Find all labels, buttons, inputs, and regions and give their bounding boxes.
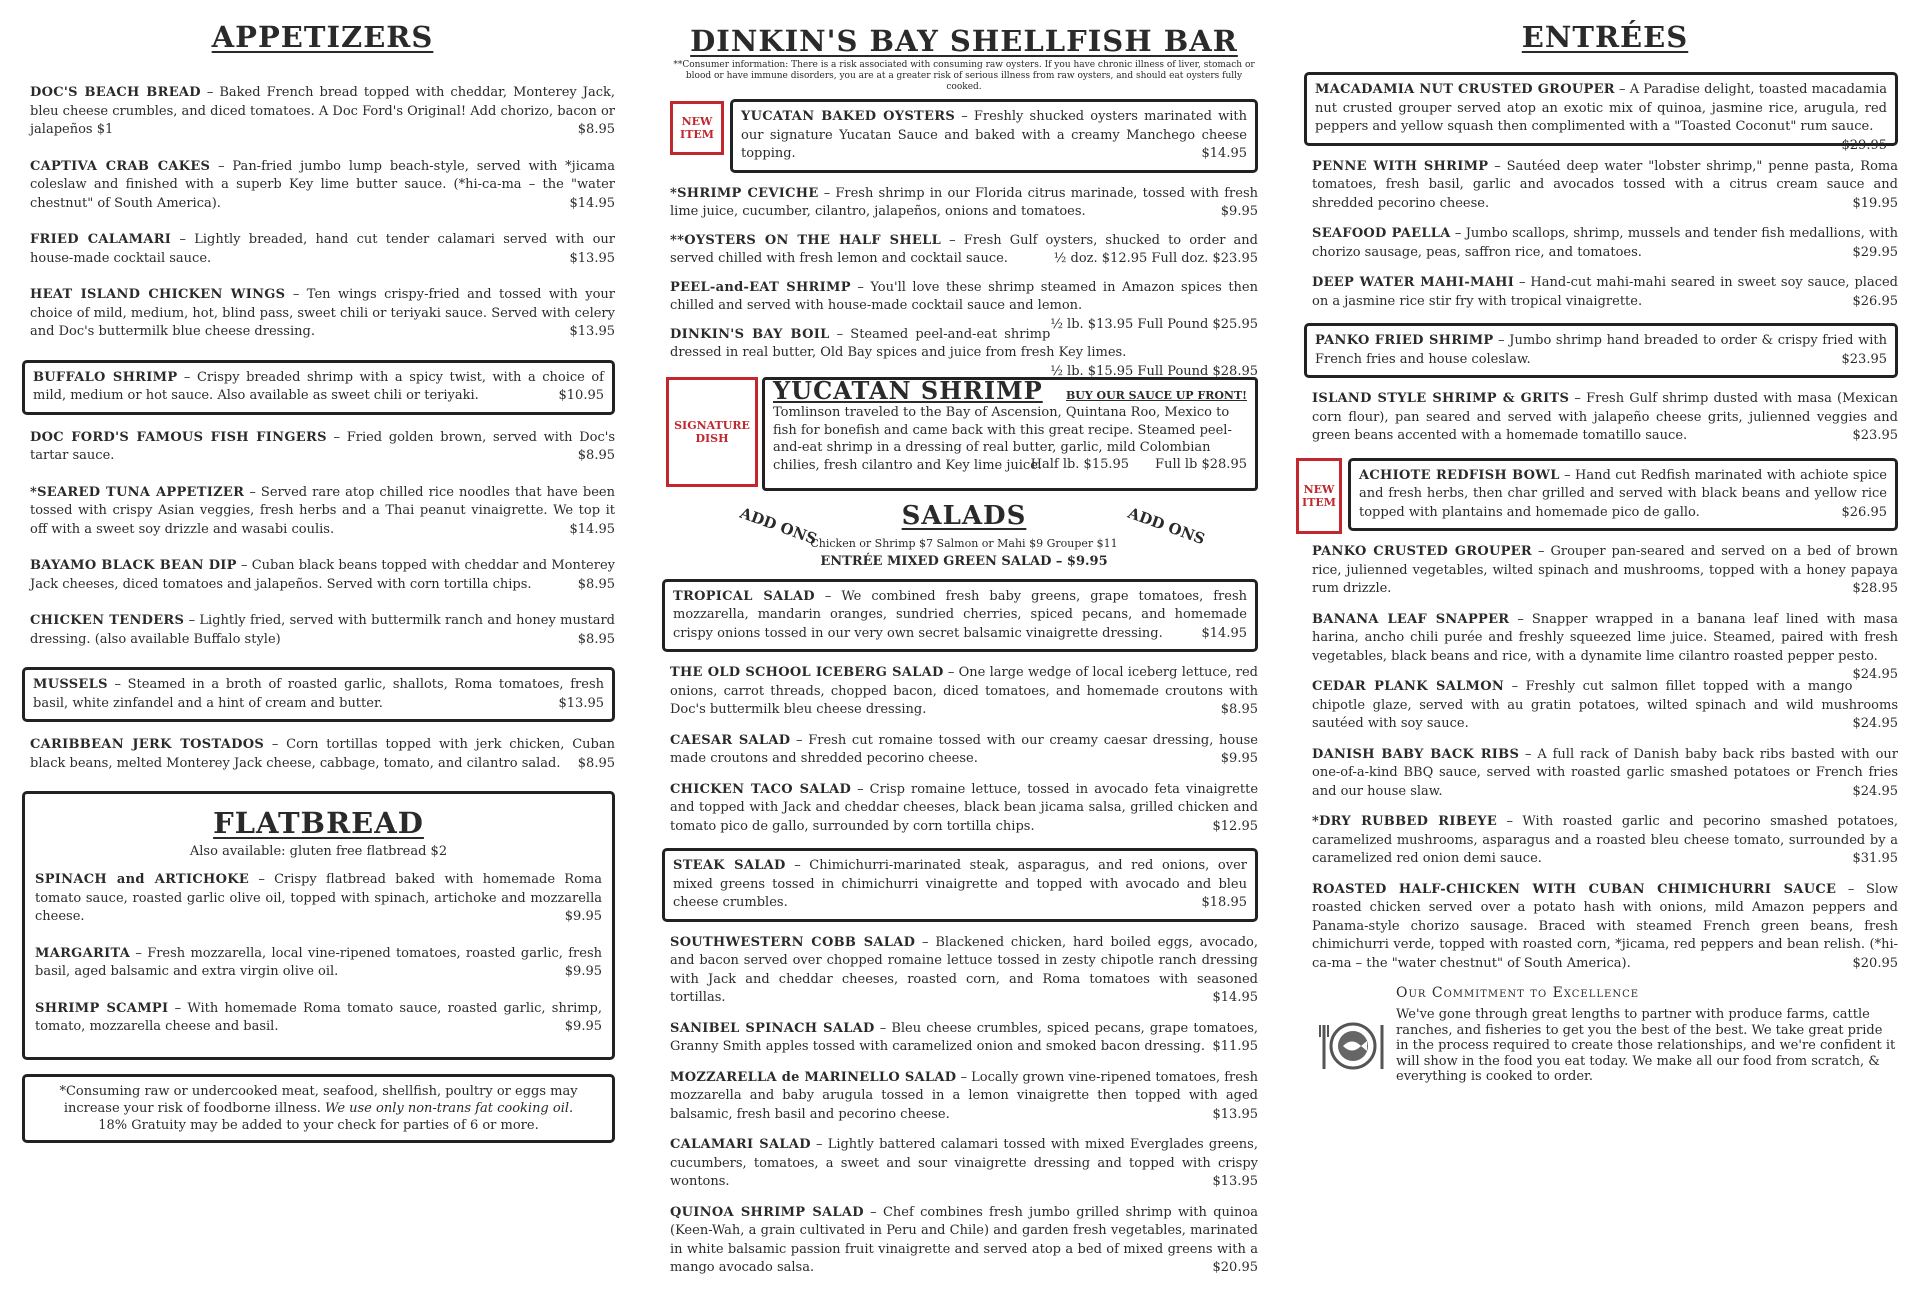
item-name: PANKO FRIED SHRIMP	[1315, 333, 1494, 348]
menu-item-heat-island-chicken-wings	[30, 286, 615, 342]
item-name: DOC FORD'S FAMOUS FISH FINGERS	[30, 429, 327, 445]
menu-item-doc-s-beach-bread	[30, 84, 615, 140]
item-description: – Fried golden brown, served with Doc's tartar sauce.	[30, 429, 615, 463]
commitment-text: We've gone through great lengths to partner with produce farms, cattle ranches, and fisheries to get you the best of the best. We take great pride in the process required to create those relationships, and we're confident it will show in the food you eat today. We make all our food from scratch, & everything is cooked to order.	[1396, 1007, 1896, 1084]
item-price: ½ lb. $13.95 Full Pound $25.95	[1050, 316, 1258, 332]
consumer-info: **Consumer information: There is a risk associated with consuming raw oysters. If you have chronic illness of liver, stomach or blood or have immune disorders, you are at a greater risk of serious illness from raw oysters, and should eat oysters fully cooked.	[673, 60, 1255, 92]
item-price: $8.95	[577, 576, 615, 592]
item-name: PANKO CRUSTED GROUPER	[1312, 544, 1532, 559]
flatbread-title: FLATBREAD	[213, 806, 424, 840]
item-description: – Baked French bread topped with cheddar, Monterey Jack, bleu cheese crumbles, and diced tomatoes. A Doc Ford's Original! Add chorizo, bacon or jalapeños $1	[30, 85, 615, 137]
menu-item-banana-leaf-snapper	[1312, 611, 1898, 682]
item-description: – Freshly shucked oysters marinated with our signature Yucatan Sauce and baked with a creamy Manchego cheese topping.	[741, 109, 1247, 161]
item-price: $8.95	[577, 631, 615, 647]
restaurant-title: DINKIN'S BAY SHELLFISH BAR	[690, 24, 1238, 58]
item-price: $8.95	[577, 448, 615, 463]
item-price: $13.95	[1212, 1174, 1258, 1189]
item-description: – Jumbo shrimp hand breaded to order & crispy fried with French fries and house coleslaw.	[1315, 333, 1887, 367]
signature-tag: SIGNATURE DISH	[666, 377, 758, 487]
item-price: $23.95	[1841, 351, 1887, 367]
flatbread-note: Also available: gluten free flatbread $2	[189, 844, 448, 859]
item-name: DOC'S BEACH BREAD	[30, 85, 201, 100]
menu-item-mozzarella-de-marinello-salad	[670, 1069, 1258, 1125]
item-name: QUINOA SHRIMP SALAD	[670, 1204, 864, 1220]
item-name: MARGARITA	[35, 945, 131, 961]
buy-sauce-link[interactable]: BUY OUR SAUCE UP FRONT!	[1065, 388, 1247, 402]
item-description: – A full rack of Danish baby back ribs basted with our one-of-a-kind BBQ sauce, served with roasted garlic smashed potatoes or French fries and our house slaw.	[1312, 746, 1898, 799]
item-price: $9.95	[564, 1019, 602, 1034]
entrees-column	[1302, 0, 1899, 1095]
item-price: $11.95	[1212, 1039, 1258, 1054]
menu-item-quinoa-shrimp-salad	[670, 1204, 1258, 1278]
appetizers-column	[30, 0, 615, 1143]
menu-item-spinach-and-artichoke	[35, 871, 602, 927]
item-price: $9.95	[1220, 751, 1258, 766]
item-description: – Chimichurri-marinated steak, asparagus, and red onions, over mixed greens tossed in chimichurri vinaigrette and topped with avocado and bleu cheese crumbles.	[673, 858, 1247, 910]
menu-item-shrimp-scampi	[35, 1000, 602, 1037]
add-ons-label-right: ADD ONS	[1125, 503, 1207, 548]
item-price: $12.95	[1212, 818, 1258, 834]
menu-item-achiote-redfish-bowl	[1348, 458, 1898, 532]
item-description: – Slow roasted chicken served over a potato hash with onions, mild Amazon peppers and Panama-style chorizo sausage. Braced with steamed French green beans, fresh chimichurri verde, topped with roasted corn, *jicama, red peppers and bean relish. (*hi-ca-ma – the "water chestnut" of South America).	[1312, 881, 1898, 971]
item-name: SOUTHWESTERN COBB SALAD	[670, 934, 916, 950]
item-price: $14.95	[1201, 146, 1247, 161]
item-name: *SHRIMP CEVICHE	[670, 185, 819, 201]
item-description: – Fresh shrimp in our Florida citrus marinade, tossed with fresh lime juice, cucumber, cilantro, jalapeños, onions and tomatoes.	[670, 185, 1258, 219]
warning-italic: We use only non-trans fat cooking oil.	[325, 1100, 574, 1116]
item-name: MOZZARELLA de MARINELLO SALAD	[670, 1069, 957, 1085]
item-description: – Lightly breaded, hand cut tender calamari served with our house-made cocktail sauce.	[30, 232, 616, 266]
menu-item-tropical-salad	[662, 579, 1258, 653]
signature-half-price: Half lb. $15.95	[1030, 457, 1130, 472]
item-price: $8.95	[577, 755, 615, 771]
item-name: SPINACH and ARTICHOKE	[35, 872, 250, 887]
item-description: – Steamed in a broth of roasted garlic, shallots, Roma tomatoes, fresh basil, white zinfandel and a hint of cream and butter.	[33, 677, 604, 711]
menu-item-yucatan-oysters	[730, 99, 1258, 173]
menu-item-caesar-salad	[670, 732, 1258, 769]
item-name: BUFFALO SHRIMP	[33, 369, 178, 385]
item-description: – Ten wings crispy-fried and tossed with your choice of mild, medium, hot, blind pass, sweet chili or teriyaki sauce. Served with celery and Doc's buttermilk blue cheese dressing.	[30, 287, 615, 339]
item-price: $23.95	[1852, 428, 1898, 443]
item-name: **OYSTERS ON THE HALF SHELL	[670, 232, 942, 248]
signature-box	[762, 377, 1258, 491]
signature-title: YUCATAN SHRIMP	[773, 375, 1043, 405]
menu-item-margarita	[35, 945, 602, 982]
item-description: – Blackened chicken, hard boiled eggs, avocado, and bacon served over chopped romaine lettuce tossed in zesty chipotle ranch dressing with Jack and cheddar cheeses, roasted corn, and Roma tomatoes with seasoned tortillas.	[670, 934, 1259, 1005]
item-price: $26.95	[1852, 293, 1898, 309]
item-price: $26.95	[1841, 504, 1887, 520]
item-name: CAPTIVA CRAB CAKES	[30, 158, 211, 174]
salads-header	[670, 501, 1258, 579]
item-price: $24.95	[1852, 783, 1898, 799]
menu-item-panko-fried-shrimp	[1304, 323, 1898, 378]
menu-item-oysters-on-the-half-shell	[670, 232, 1258, 269]
menu-item-chicken-taco-salad	[670, 781, 1258, 837]
menu-item-island-style-shrimp-grits	[1312, 390, 1898, 446]
item-description: – Crispy breaded shrimp with a spicy twist, with a choice of mild, medium or hot sauce. Also available as sweet chili or teriyaki.	[33, 369, 604, 403]
item-description: – Hand-cut mahi-mahi seared in sweet soy sauce, placed on a jasmine rice stir fry with tropical vinaigrette.	[1312, 275, 1899, 309]
item-description: – Crispy flatbread baked with homemade Roma tomato sauce, roasted garlic olive oil, topped with spinach, artichoke and mozzarella cheese.	[35, 872, 602, 924]
menu-item-seared-tuna-appetizer	[30, 484, 615, 540]
item-description: – Jumbo scallops, shrimp, mussels and tender fish medallions, with chorizo sausage, peas, saffron rice, and tomatoes.	[1312, 226, 1899, 260]
item-name: BAYAMO BLACK BEAN DIP	[30, 558, 237, 573]
signature-row	[670, 377, 1258, 487]
item-description: – Snapper wrapped in a banana leaf lined with masa harina, ancho chili purée and freshly squeezed lime juice. Steamed, paired with fresh vegetables, black beans and rice, with a dynamite lime cilantro roasted pepper pesto.	[1312, 611, 1898, 664]
menu-item-bayamo-black-bean-dip	[30, 557, 615, 594]
item-name: CHICKEN TACO SALAD	[670, 781, 852, 797]
item-price: $13.95	[569, 250, 615, 266]
item-name: STEAK SALAD	[673, 858, 786, 873]
item-name: ACHIOTE REDFISH BOWL	[1359, 467, 1560, 483]
item-price: $19.95	[1852, 195, 1898, 211]
new-item-tag: NEW ITEM	[670, 101, 724, 155]
item-description: – We combined fresh baby greens, grape tomatoes, fresh mozzarella, mandarin oranges, sundried cherries, spiced pecans, and homemade crispy onions tossed in our very own secret balsamic vinaigrette dressing.	[673, 588, 1247, 641]
item-name: MACADAMIA NUT CRUSTED GROUPER	[1315, 82, 1615, 97]
item-name: BANANA LEAF SNAPPER	[1312, 611, 1510, 627]
item-price: $20.95	[1852, 955, 1898, 971]
entree-mixed-salad: ENTRÉE MIXED GREEN SALAD – $9.95	[820, 553, 1108, 569]
item-price: $14.95	[569, 521, 615, 537]
menu-item-caribbean-jerk-tostados	[30, 736, 615, 773]
item-price: $14.95	[1201, 625, 1247, 641]
item-name: ISLAND STYLE SHRIMP & GRITS	[1312, 391, 1570, 406]
item-description: – Hand cut Redfish marinated with achiote spice and fresh herbs, then char grilled and served with black beans and yellow rice topped with plantains and homemade pico de gallo.	[1359, 467, 1887, 520]
item-description: – Fresh Gulf oysters, shucked to order and served chilled with fresh lemon and cocktail sauce.	[670, 232, 1258, 266]
menu-item-steak-salad	[662, 848, 1258, 922]
menu-item-chicken-tenders	[30, 612, 615, 649]
entree-list	[1302, 72, 1899, 973]
item-description: – A Paradise delight, toasted macadamia nut crusted grouper served atop an exotic mix of quinoa, jasmine rice, arugula, red peppers and yellow squash then complimented with a "Toasted Coconut" rum sauce.	[1315, 82, 1887, 134]
item-description: – You'll love these shrimp steamed in Amazon spices then chilled and served with house-made cocktail sauce and lemon.	[670, 279, 1258, 313]
item-name: TROPICAL SALAD	[673, 588, 815, 604]
appetizers-title: APPETIZERS	[211, 20, 434, 54]
menu-item-dry-rubbed-ribeye	[1312, 813, 1898, 869]
menu-item-peel-and-eat-shrimp	[670, 279, 1258, 332]
item-price: $9.95	[564, 909, 602, 924]
add-ons-prices: Chicken or Shrimp $7 Salmon or Mahi $9 Grouper $11	[810, 536, 1118, 550]
item-price: $9.95	[1220, 204, 1258, 219]
appetizer-list	[30, 84, 615, 773]
item-name: CARIBBEAN JERK TOSTADOS	[30, 737, 265, 752]
salad-list	[670, 579, 1258, 1278]
item-description: – Pan-fried jumbo lump beach-style, served with *jicama coleslaw and finished with a superb Key lime butter sauce. (*hi-ca-ma – the "water chestnut" of South America).	[30, 158, 615, 211]
item-name: DINKIN'S BAY BOIL	[670, 326, 830, 342]
item-description: – One large wedge of local iceberg lettuce, red onions, carrot threads, chopped bacon, diced tomatoes, and homemade croutons with Doc's buttermilk bleu cheese dressing.	[670, 665, 1259, 717]
item-price: ½ lb. $15.95 Full Pound $28.95	[1050, 363, 1258, 379]
signature-desc: Tomlinson traveled to the Bay of Ascension, Quintana Roo, Mexico to fish for bonefish and came back with this great recipe. Steamed peel-and-eat shrimp in a dressing of real butter, garlic, mild Colombian chilies, fresh cilantro and Key lime juice.	[773, 405, 1232, 473]
item-name: SHRIMP SCAMPI	[35, 1000, 169, 1016]
flatbread-list	[35, 871, 602, 1037]
item-name: *DRY RUBBED RIBEYE	[1312, 814, 1498, 829]
add-ons-label-left: ADD ONS	[737, 503, 820, 548]
menu-item-calamari-salad	[670, 1136, 1258, 1192]
item-description: – Cuban black beans topped with cheddar and Monterey Jack cheeses, diced tomatoes and jalapeños. Served with corn tortilla chips.	[30, 558, 615, 592]
item-name: FRIED CALAMARI	[30, 232, 172, 247]
item-name: CALAMARI SALAD	[670, 1137, 811, 1152]
item-name: HEAT ISLAND CHICKEN WINGS	[30, 287, 286, 302]
menu-item-penne-with-shrimp	[1312, 158, 1898, 214]
item-description: – Steamed peel-and-eat shrimp dressed in real butter, Old Bay spices and juice from fresh Key limes.	[670, 326, 1127, 360]
entrees-title: ENTRÉES	[1521, 20, 1689, 54]
item-price: $9.95	[564, 964, 602, 979]
gratuity-text: 18% Gratuity may be added to your check for parties of 6 or more.	[98, 1117, 539, 1133]
menu-item-deep-water-mahi-mahi	[1312, 274, 1898, 311]
item-name: PENNE WITH SHRIMP	[1312, 158, 1489, 174]
item-price: $10.95	[558, 388, 604, 403]
commitment-block	[1312, 985, 1898, 1095]
menu-item-the-old-school-iceberg-salad	[670, 664, 1258, 720]
item-price: $31.95	[1852, 851, 1898, 866]
item-name: SEAFOOD PAELLA	[1312, 226, 1451, 241]
item-description: – With homemade Roma tomato sauce, roasted garlic, shrimp, tomato, mozzarella cheese and basil.	[35, 1000, 603, 1034]
warning-box	[22, 1074, 615, 1143]
menu-item-southwestern-cobb-salad	[670, 934, 1258, 1008]
menu-item-fried-calamari	[30, 231, 615, 268]
item-description: – Lightly fried, served with buttermilk ranch and honey mustard dressing. (also available Buffalo style)	[30, 613, 616, 647]
item-name: YUCATAN BAKED OYSTERS	[741, 109, 956, 124]
item-price: $29.95	[1841, 137, 1887, 153]
item-name: CAESAR SALAD	[670, 732, 791, 748]
item-price: $24.95	[1852, 667, 1898, 682]
item-price: $13.95	[569, 324, 615, 339]
item-price: $8.95	[577, 122, 615, 137]
item-description: – Sautéed deep water "lobster shrimp," penne pasta, Roma tomatoes, fresh basil, garlic and avocados tossed with a citrus cream sauce and shredded pecorino cheese.	[1312, 158, 1898, 211]
new-entree-row	[1296, 458, 1898, 532]
menu-item-mussels	[22, 667, 615, 722]
warning-text: *Consuming raw or undercooked meat, seafood, shellfish, poultry or eggs may increase your risk of foodborne illness.	[59, 1083, 578, 1116]
new-item-tag: NEW ITEM	[1296, 458, 1342, 534]
menu-item-panko-crusted-grouper	[1312, 543, 1898, 599]
item-description: – Fresh mozzarella, local vine-ripened tomatoes, roasted garlic, fresh basil, aged balsamic and extra virgin olive oil.	[35, 945, 602, 979]
item-description: – With roasted garlic and pecorino smashed potatoes, caramelized mushrooms, asparagus and a roasted bleu cheese tomato, surrounded by a caramelized red onion demi sauce.	[1312, 814, 1898, 866]
menu-item-sanibel-spinach-salad	[670, 1020, 1258, 1057]
item-description: – Served rare atop chilled rice noodles that have been tossed with crispy Asian veggies, fresh herbs and a Thai peanut vinaigrette. We top it off with a sweet soy drizzle and wasabi coulis.	[30, 484, 615, 537]
item-price: $24.95	[1852, 716, 1898, 731]
menu-item-seafood-paella	[1312, 225, 1898, 262]
item-price: $14.95	[569, 195, 615, 211]
menu-item-danish-baby-back-ribs	[1312, 746, 1898, 802]
item-price: $18.95	[1201, 895, 1247, 910]
fish-plate-icon	[1316, 1011, 1386, 1081]
flatbread-box	[22, 791, 615, 1060]
item-price: ½ doz. $12.95 Full doz. $23.95	[1053, 251, 1258, 266]
item-name: CEDAR PLANK SALMON	[1312, 679, 1505, 694]
menu-item-doc-ford-s-famous-fish-fingers	[30, 429, 615, 466]
menu-item-roasted-half-chicken-with-cuban-chimichurri-sauce	[1312, 881, 1898, 974]
item-name: *SEARED TUNA APPETIZER	[30, 484, 245, 500]
item-description: – Fresh cut romaine tossed with our creamy caesar dressing, house made croutons and shredded pecorino cheese.	[670, 732, 1258, 766]
item-price: $20.95	[1212, 1260, 1258, 1275]
item-description: – Bleu cheese crumbles, spiced pecans, grape tomatoes, Granny Smith apples tossed with caramelized onion and smoked bacon dressing.	[670, 1020, 1258, 1054]
item-price: $13.95	[558, 695, 604, 711]
menu-item-shrimp-ceviche	[670, 185, 1258, 222]
item-name: MUSSELS	[33, 677, 108, 692]
item-price: $29.95	[1852, 244, 1898, 260]
signature-full-price: Full lb $28.95	[1155, 457, 1247, 472]
item-description: – Locally grown vine-ripened tomatoes, fresh mozzarella and baby arugula tossed in a lemon vinaigrette then topped with aged balsamic, fresh basil and pecorino cheese.	[670, 1069, 1258, 1122]
item-description: – Grouper pan-seared and served on a bed of brown rice, julienned vegetables, wilted spinach and mushrooms, topped with a honey papaya rum drizzle.	[1312, 544, 1898, 596]
item-description: – Crisp romaine lettuce, tossed in avocado feta vinaigrette and topped with Jack and cheddar cheeses, black bean jicama salsa, grilled chicken and tomato pico de gallo, surrounded by corn tortilla chips.	[670, 781, 1259, 834]
shellfish-list	[670, 185, 1258, 379]
item-name: DANISH BABY BACK RIBS	[1312, 746, 1520, 762]
menu-item-macadamia-nut-crusted-grouper	[1304, 72, 1898, 153]
salads-title: SALADS	[901, 500, 1027, 531]
item-name: THE OLD SCHOOL ICEBERG SALAD	[670, 665, 944, 680]
menu-item-buffalo-shrimp	[22, 360, 615, 415]
item-price: $8.95	[1220, 702, 1258, 717]
menu-item-captiva-crab-cakes	[30, 158, 615, 214]
item-name: SANIBEL SPINACH SALAD	[670, 1020, 875, 1036]
shellfish-column	[670, 0, 1258, 1290]
item-description: – Corn tortillas topped with jerk chicken, Cuban black beans, melted Monterey Jack cheese, cabbage, tomato, and cilantro salad.	[30, 737, 615, 771]
item-name: PEEL-and-EAT SHRIMP	[670, 279, 851, 295]
item-name: ROASTED HALF-CHICKEN WITH CUBAN CHIMICHURRI SAUCE	[1312, 881, 1837, 897]
item-description: – Fresh Gulf shrimp dusted with masa (Mexican corn flour), pan seared and served with jalapeño cheese grits, julienned veggies and green beans accented with a homemade tomatillo sauce.	[1312, 391, 1898, 443]
new-oyster-row	[670, 99, 1258, 173]
item-name: CHICKEN TENDERS	[30, 613, 185, 628]
item-description: – Lightly battered calamari tossed with mixed Everglades greens, cucumbers, tomatoes, a sweet and sour vinaigrette dressing and topped with crispy wontons.	[670, 1137, 1258, 1189]
item-price: $28.95	[1852, 581, 1898, 596]
commitment-title: Our Commitment to Excellence	[1396, 985, 1640, 1001]
item-price: $13.95	[1212, 1106, 1258, 1122]
item-name: DEEP WATER MAHI-MAHI	[1312, 275, 1515, 290]
item-description: – Freshly cut salmon fillet topped with a mango chipotle glaze, served with au gratin potatoes, wilted spinach and wild mushrooms sautéed with soy sauce.	[1312, 679, 1898, 731]
item-price: $14.95	[1212, 990, 1258, 1005]
menu-item-cedar-plank-salmon	[1312, 678, 1898, 734]
item-description: – Chef combines fresh jumbo grilled shrimp with quinoa (Keen-Wah, a grain cultivated in Peru and Chile) and garden fresh vegetables, marinated in white balsamic passion fruit vinaigrette and served atop a bed of mixed greens with a mango avocado salsa.	[670, 1204, 1258, 1275]
